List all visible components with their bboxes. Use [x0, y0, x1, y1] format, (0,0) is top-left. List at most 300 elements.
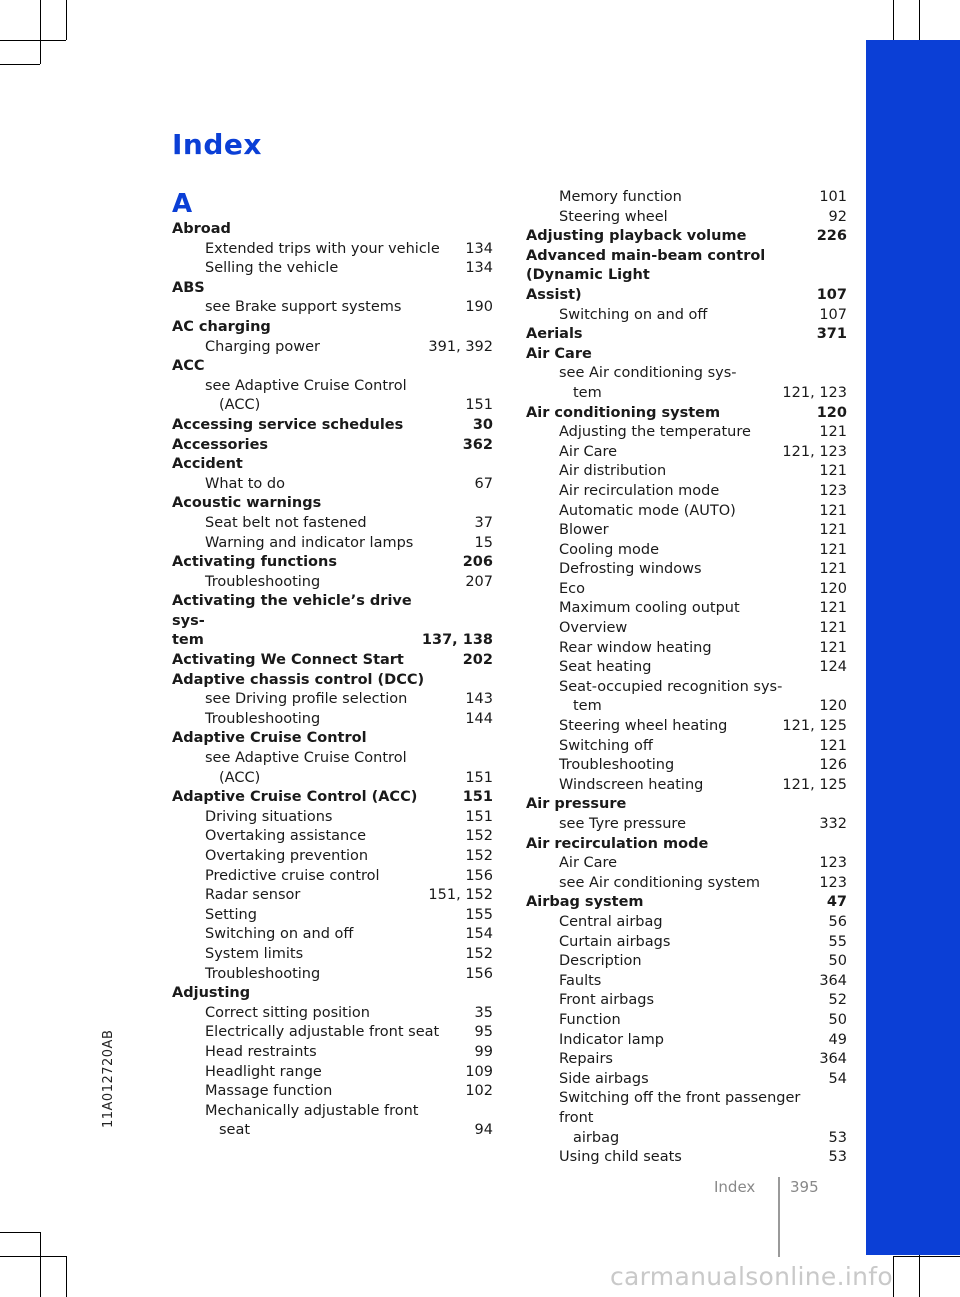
entry-term: [205, 240, 440, 260]
entry-term: [205, 1082, 332, 1102]
entry-term-line: Rear window heating: [559, 639, 712, 656]
index-subentry: [172, 906, 493, 926]
index-subentry: [526, 560, 847, 580]
entry-term-line: see Adaptive Cruise Control: [205, 750, 407, 767]
entry-page-ref: 207: [465, 573, 493, 590]
index-subentry: [526, 619, 847, 639]
entry-term: [559, 952, 642, 972]
entry-term-line: Aerials: [526, 326, 583, 343]
index-entry: [172, 671, 493, 691]
entry-term: [559, 1050, 613, 1070]
entry-page-ref: 126: [819, 757, 847, 774]
index-entry: [172, 592, 493, 651]
entry-term-line: Maximum cooling output: [559, 600, 740, 617]
entry-term: [526, 227, 746, 247]
entry-page-ref: 364: [819, 972, 847, 989]
entry-term-line: Central airbag: [559, 913, 663, 930]
index-subentry: [172, 867, 493, 887]
entry-term: [172, 651, 404, 671]
entry-term-line: Charging power: [205, 338, 320, 355]
entry-page-ref: 37: [474, 514, 493, 531]
entry-term: [526, 404, 720, 424]
entry-term: [172, 220, 231, 240]
index-entry: [172, 651, 493, 671]
entry-term: [172, 553, 337, 573]
entry-term: [559, 874, 760, 894]
entry-term-line: Headlight range: [205, 1063, 322, 1080]
entry-page-ref: 107: [816, 286, 847, 303]
entry-term-line: Troubleshooting: [205, 965, 321, 982]
entry-term: [205, 338, 320, 358]
entry-page-ref: 206: [462, 554, 493, 571]
entry-term-line: What to do: [205, 475, 285, 492]
entry-term: [205, 514, 367, 534]
index-subentry: [172, 690, 493, 710]
entry-term: [205, 573, 320, 593]
entry-page-ref: 202: [462, 652, 493, 669]
entry-page-ref: 124: [819, 659, 847, 676]
entry-term: [205, 298, 401, 318]
chapter-tab: [866, 40, 960, 1255]
index-column-left: [172, 188, 493, 1141]
entry-term-line: Air Care: [559, 855, 618, 872]
entry-page-ref: 156: [465, 965, 493, 982]
index-subentry: [172, 965, 493, 985]
entry-term: [559, 541, 659, 561]
crop-mark-tl-h2: [0, 64, 40, 65]
document-code: 11A012720AB: [101, 1029, 116, 1128]
entry-term: [559, 502, 736, 522]
entry-term-line: Adjusting: [172, 985, 251, 1002]
entry-term-continuation: seat: [219, 1122, 251, 1139]
entry-term-line: Windscreen heating: [559, 776, 704, 793]
entry-term-line: see Driving profile selection: [205, 691, 408, 708]
index-entry: [526, 835, 847, 855]
entry-page-ref: 50: [828, 1011, 847, 1028]
entry-term-line: Accessories: [172, 436, 269, 453]
index-subentry: [172, 259, 493, 279]
entry-page-ref: 35: [474, 1004, 493, 1021]
entry-term-line: see Tyre pressure: [559, 816, 686, 832]
index-subentry: [172, 1043, 493, 1063]
entry-term: [205, 1004, 370, 1024]
index-subentry: [526, 580, 847, 600]
index-entry: [172, 416, 493, 436]
crop-mark-bl-v2: [40, 1232, 41, 1297]
entry-page-ref: 54: [828, 1070, 847, 1087]
entry-page-ref: 102: [465, 1083, 493, 1100]
entry-page-ref: 121: [819, 600, 847, 617]
entry-page-ref: 364: [819, 1051, 847, 1068]
entry-term-line: ACC: [172, 358, 205, 375]
entry-term-line: Side airbags: [559, 1070, 649, 1087]
index-subentry: [526, 776, 847, 796]
entry-term-line: Seat belt not fastened: [205, 514, 367, 531]
entry-term-line: Adaptive Cruise Control: [172, 730, 367, 747]
entry-term: [205, 749, 407, 788]
crop-mark-br-h: [893, 1256, 960, 1257]
crop-mark-tl-h: [0, 40, 66, 41]
index-entry: [172, 318, 493, 338]
entry-term-line: Setting: [205, 906, 257, 923]
entry-term-line: Selling the vehicle: [205, 260, 339, 277]
index-entry: [526, 893, 847, 913]
entry-page-ref: 55: [828, 933, 847, 950]
entry-term: [205, 1023, 439, 1043]
entry-page-ref: 123: [819, 874, 847, 891]
footer-divider: [778, 1177, 780, 1257]
entry-page-ref: 92: [828, 208, 847, 225]
entry-page-ref: 121, 123: [782, 443, 847, 460]
index-subentry: [172, 298, 493, 318]
entry-term: [559, 1031, 664, 1051]
crop-mark-bl-h: [0, 1256, 66, 1257]
crop-mark-tl-v2: [40, 0, 41, 64]
index-subentry: [172, 1063, 493, 1083]
entry-term: [205, 1063, 322, 1083]
index-subentry: [526, 521, 847, 541]
entry-page-ref: 152: [465, 828, 493, 845]
entry-page-ref: 30: [472, 416, 493, 433]
entry-term-line: System limits: [205, 945, 304, 962]
entry-page-ref: 156: [465, 867, 493, 884]
entry-page-ref: 332: [819, 816, 847, 832]
footer-section-label: Index: [714, 1178, 756, 1196]
entry-page-ref: 154: [465, 926, 493, 943]
entry-term-line: Troubleshooting: [205, 710, 321, 727]
entry-term: [559, 678, 782, 717]
index-subentry: [172, 475, 493, 495]
entry-term: [559, 188, 682, 208]
index-subentry: [526, 815, 847, 835]
entry-term-line: Memory function: [559, 189, 682, 205]
entry-term: [172, 416, 403, 436]
index-entry: [526, 345, 847, 365]
entry-term: [559, 854, 617, 874]
index-subentry: [172, 534, 493, 554]
entry-term-line: AC charging: [172, 318, 271, 335]
entry-page-ref: 143: [465, 691, 493, 708]
entry-term-line: Seat-occupied recognition sys-: [559, 678, 783, 695]
entry-term-line: Curtain airbags: [559, 933, 671, 950]
entry-term: [172, 494, 321, 514]
entry-term-line: Switching off the front passenger front: [559, 1090, 801, 1126]
entry-page-ref: 95: [474, 1024, 493, 1041]
crop-mark-tr-v: [893, 0, 894, 40]
index-subentry: [526, 933, 847, 953]
entry-term: [559, 658, 651, 678]
entry-page-ref: 151, 152: [428, 887, 493, 904]
index-entry: [172, 553, 493, 573]
entry-term-continuation: (ACC): [219, 769, 261, 786]
entry-page-ref: 121: [819, 522, 847, 539]
entry-term: [559, 1070, 649, 1090]
entry-term-line: ABS: [172, 279, 205, 296]
entry-term: [205, 906, 257, 926]
entry-term: [526, 345, 592, 365]
entry-page-ref: 152: [465, 945, 493, 962]
index-subentry: [172, 1023, 493, 1043]
index-subentry: [526, 1011, 847, 1031]
entry-term-line: Predictive cruise control: [205, 867, 380, 884]
entry-term: [205, 1043, 317, 1063]
entry-term-line: Activating We Connect Start: [172, 652, 404, 669]
entry-term-line: Overview: [559, 620, 628, 637]
entry-term-line: Cooling mode: [559, 541, 660, 558]
entry-term-line: Mechanically adjustable front: [205, 1102, 419, 1119]
index-entry: [172, 357, 493, 377]
entry-term-line: Accident: [172, 456, 243, 473]
entry-term: [205, 710, 320, 730]
index-entry: [526, 404, 847, 424]
entry-term-line: see Air conditioning system: [559, 874, 761, 891]
entry-term: [559, 737, 653, 757]
entry-page-ref: 371: [816, 326, 847, 343]
entry-term: [559, 991, 654, 1011]
entry-page-ref: 49: [828, 1031, 847, 1048]
entry-term: [172, 592, 414, 651]
index-entry: [172, 279, 493, 299]
index-entry: [172, 455, 493, 475]
entry-term-line: Correct sitting position: [205, 1004, 370, 1021]
entry-term-line: Activating the vehicle’s drive sys-: [172, 593, 412, 629]
index-entry: [526, 325, 847, 345]
entry-page-ref: 144: [465, 710, 493, 727]
entry-term-continuation: tem: [573, 698, 602, 715]
entry-page-ref: 67: [474, 475, 493, 492]
entry-term-line: Driving situations: [205, 808, 333, 825]
index-entry: [172, 984, 493, 1004]
entry-term-line: Blower: [559, 522, 609, 539]
entry-page-ref: 52: [828, 992, 847, 1009]
index-column-right: [526, 188, 847, 1168]
entry-term: [559, 972, 601, 992]
entry-page-ref: 121: [819, 561, 847, 578]
entry-term: [559, 482, 719, 502]
entry-term-line: Repairs: [559, 1051, 613, 1068]
entry-term-line: Warning and indicator lamps: [205, 534, 414, 551]
entry-term-line: Adaptive Cruise Control (ACC): [172, 789, 418, 806]
index-subentry: [172, 377, 493, 416]
crop-mark-br-v: [893, 1256, 894, 1297]
index-subentry: [172, 338, 493, 358]
page-number: 395: [790, 1178, 819, 1196]
entry-term: [559, 364, 737, 403]
entry-term: [559, 560, 702, 580]
entry-term: [205, 827, 366, 847]
entry-page-ref: 362: [462, 436, 493, 453]
entry-term-line: Acoustic warnings: [172, 495, 322, 512]
index-subentry: [526, 678, 847, 717]
index-subentry: [526, 364, 847, 403]
index-subentry: [172, 808, 493, 828]
entry-term-line: Seat heating: [559, 659, 652, 676]
index-entry: [526, 247, 847, 306]
entry-term-line: Adjusting playback volume: [526, 228, 747, 245]
entry-term: [559, 1089, 821, 1148]
entry-term-line: Radar sensor: [205, 887, 301, 904]
entry-term-line: Head restraints: [205, 1043, 317, 1060]
entry-term-line: Activating functions: [172, 554, 337, 571]
entry-term: [172, 729, 367, 749]
index-subentry: [172, 847, 493, 867]
index-subentry: [526, 717, 847, 737]
entry-term-line: Accessing service schedules: [172, 416, 404, 433]
entry-page-ref: 53: [828, 1129, 847, 1146]
entry-term: [172, 436, 268, 456]
index-subentry: [526, 1089, 847, 1148]
entry-term: [205, 377, 407, 416]
index-subentry: [526, 188, 847, 208]
entry-term: [205, 259, 338, 279]
entry-term: [559, 756, 674, 776]
entry-term: [172, 455, 243, 475]
entry-term-line: Massage function: [205, 1083, 333, 1100]
entry-page-ref: 120: [819, 698, 847, 715]
entry-term-line: Faults: [559, 972, 602, 989]
entry-term: [172, 671, 424, 691]
entry-term-line: Switching on and off: [205, 926, 354, 943]
index-subentry: [172, 1004, 493, 1024]
entry-term: [205, 886, 300, 906]
index-subentry: [526, 913, 847, 933]
entry-page-ref: 121: [819, 639, 847, 656]
entry-term-line: see Brake support systems: [205, 299, 402, 316]
entry-term-line: Air recirculation mode: [559, 482, 720, 499]
entry-term: [559, 933, 670, 953]
index-subentry: [526, 1148, 847, 1168]
entry-term: [526, 325, 583, 345]
entry-page-ref: 226: [816, 228, 847, 245]
index-entry: [172, 788, 493, 808]
entry-term: [205, 945, 303, 965]
index-subentry: [526, 756, 847, 776]
index-subentry: [526, 737, 847, 757]
entry-term: [559, 815, 686, 835]
entry-term: [559, 913, 663, 933]
entry-page-ref: 15: [474, 534, 493, 551]
index-subentry: [172, 710, 493, 730]
entry-term-line: Eco: [559, 580, 586, 597]
index-entry: [172, 436, 493, 456]
entry-term: [559, 580, 585, 600]
entry-term-line: Switching on and off: [559, 306, 708, 323]
entry-term-line: Air Care: [526, 345, 592, 362]
crop-mark-bl-h2: [0, 1232, 40, 1233]
entry-term: [205, 690, 407, 710]
entry-term-line: Adaptive chassis control (DCC): [172, 671, 425, 688]
index-subentry: [172, 1102, 493, 1141]
entry-term: [172, 788, 417, 808]
entry-term: [205, 1102, 419, 1141]
entry-page-ref: 121: [819, 620, 847, 637]
entry-term-line: Air conditioning system: [526, 404, 721, 421]
index-subentry: [172, 886, 493, 906]
entry-page-ref: 109: [465, 1063, 493, 1080]
entry-term-line: Air distribution: [559, 463, 667, 480]
index-subentry: [526, 874, 847, 894]
entry-page-ref: 151: [465, 397, 493, 414]
index-subentry: [526, 443, 847, 463]
entry-term-line: Air recirculation mode: [526, 835, 709, 852]
entry-term: [559, 521, 609, 541]
index-entry: [172, 220, 493, 240]
entry-page-ref: 121, 123: [782, 384, 847, 401]
index-subentry: [526, 306, 847, 326]
entry-term-line: Overtaking prevention: [205, 848, 369, 864]
entry-term-line: Front airbags: [559, 992, 655, 1009]
entry-page-ref: 120: [816, 404, 847, 421]
index-subentry: [526, 208, 847, 228]
entry-term-continuation: airbag: [573, 1129, 620, 1146]
entry-term: [526, 835, 708, 855]
entry-term: [172, 279, 205, 299]
entry-term: [205, 534, 413, 554]
entry-term: [559, 599, 740, 619]
entry-page-ref: 121, 125: [782, 718, 847, 735]
index-subentry: [526, 502, 847, 522]
index-subentry: [526, 423, 847, 443]
entry-term-line: Function: [559, 1011, 621, 1028]
entry-term-line: see Adaptive Cruise Control: [205, 377, 407, 394]
entry-term-line: see Air conditioning sys-: [559, 365, 737, 382]
entry-term: [205, 808, 332, 828]
entry-term-continuation: tem: [172, 632, 204, 649]
index-subentry: [172, 925, 493, 945]
index-subentry: [172, 749, 493, 788]
index-subentry: [526, 1050, 847, 1070]
entry-term: [526, 795, 626, 815]
index-entry: [526, 227, 847, 247]
entry-page-ref: 121: [819, 463, 847, 480]
entry-page-ref: 151: [462, 789, 493, 806]
index-subentry: [172, 514, 493, 534]
entry-term-line: Airbag system: [526, 894, 644, 911]
page-title: Index: [172, 128, 262, 161]
index-subentry: [526, 462, 847, 482]
index-entry: [526, 795, 847, 815]
entry-term-line: Steering wheel heating: [559, 718, 728, 735]
entry-page-ref: 391, 392: [428, 338, 493, 355]
entry-term: [205, 847, 368, 867]
index-entry: [172, 494, 493, 514]
entry-term-line: Electrically adjustable front seat: [205, 1024, 440, 1041]
entry-term: [526, 247, 809, 306]
entry-page-ref: 190: [465, 299, 493, 316]
index-subentry: [526, 1031, 847, 1051]
entry-page-ref: 101: [819, 189, 847, 205]
entry-page-ref: 123: [819, 855, 847, 872]
entry-term-line: Advanced main-beam control (Dynamic Light: [526, 247, 766, 284]
index-subentry: [172, 827, 493, 847]
entry-term-continuation: Assist): [526, 286, 582, 303]
entry-term-line: Description: [559, 953, 642, 970]
entry-page-ref: 121: [819, 424, 847, 441]
entry-term: [559, 443, 617, 463]
entry-page-ref: 53: [828, 1149, 847, 1166]
entry-term-line: Extended trips with your vehicle: [205, 240, 440, 257]
entry-term-line: Overtaking assistance: [205, 828, 367, 845]
entry-term-line: Indicator lamp: [559, 1031, 664, 1048]
entry-term-line: Defrosting windows: [559, 561, 702, 578]
index-subentry: [172, 573, 493, 593]
entry-term: [172, 318, 271, 338]
index-subentry: [526, 658, 847, 678]
index-subentry: [526, 541, 847, 561]
entry-term: [172, 984, 250, 1004]
entry-page-ref: 151: [465, 808, 493, 825]
crop-mark-bl-v: [66, 1256, 67, 1297]
